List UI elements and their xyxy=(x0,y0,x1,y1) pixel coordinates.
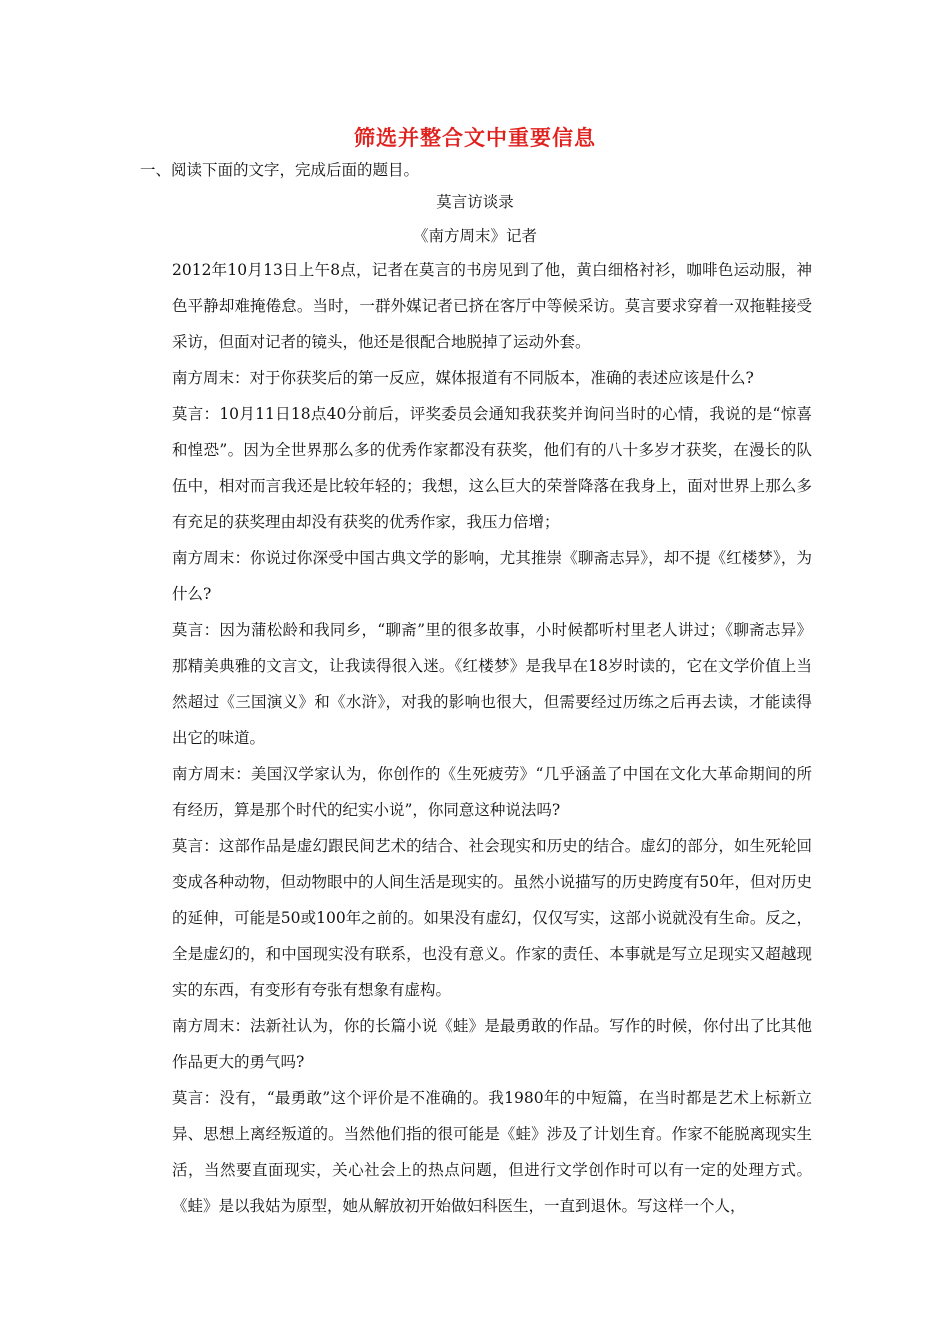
answer-paragraph: 莫言：没有，“最勇敢”这个评价是不准确的。我1980年的中短篇，在当时都是艺术上标新立异、思想上离经叛道的。当然他们指的很可能是《蛙》涉及了计划生育。作家不能脱离现实生活，当然要直面现实，关心社会上的热点问题，但进行文学创作时可以有一定的处理方式。《蛙》是以我姑为原型，她从解放初开始做妇科医生，一直到退休。写这样一个人， xyxy=(172,1089,812,1215)
section-heading: 一、阅读下面的文字，完成后面的题目。 xyxy=(140,161,420,179)
answer-paragraph: 莫言：这部作品是虚幻跟民间艺术的结合、社会现实和历史的结合。虚幻的部分，如生死轮回变成各种动物，但动物眼中的人间生活是现实的。虽然小说描写的历史跨度有50年，但对历史的延伸，可能是50或100年之前的。如果没有虚幻，仅仅写实，这部小说就没有生命。反之，全是虚幻的，和中国现实没有联系，也没有意义。作家的责任、本事就是写立足现实又超越现实的东西，有变形有夸张有想象有虚构。 xyxy=(172,837,812,999)
answer-paragraph: 莫言：10月11日18点40分前后，评奖委员会通知我获奖并询问当时的心情，我说的是“惊喜和惶恐”。因为全世界那么多的优秀作家都没有获奖，他们有的八十多岁才获奖，在漫长的队伍中，相对而言我还是比较年轻的；我想，这么巨大的荣誉降落在我身上，面对世界上那么多有充足的获奖理由却没有获奖的优秀作家，我压力倍增； xyxy=(172,405,812,531)
answer-paragraph: 莫言：因为蒲松龄和我同乡，“聊斋”里的很多故事，小时候都听村里老人讲过；《聊斋志异》那精美典雅的文言文，让我读得很入迷。《红楼梦》是我早在18岁时读的，它在文学价值上当然超过《三国演义》和《水浒》，对我的影响也很大，但需要经过历练之后再去读，才能读得出它的味道。 xyxy=(172,621,812,747)
article-byline: 《南方周末》记者 xyxy=(412,227,537,245)
question-paragraph: 南方周末：法新社认为，你的长篇小说《蛙》是最勇敢的作品。写作的时候，你付出了比其他作品更大的勇气吗? xyxy=(172,1017,812,1071)
question-paragraph: 南方周末：对于你获奖后的第一反应，媒体报道有不同版本，准确的表述应该是什么? xyxy=(172,369,754,387)
question-paragraph: 南方周末：你说过你深受中国古典文学的影响，尤其推崇《聊斋志异》，却不提《红楼梦》，为什么? xyxy=(172,549,812,603)
document-title: 筛选并整合文中重要信息 xyxy=(354,125,596,150)
intro-paragraph: 2012年10月13日上午8点，记者在莫言的书房见到了他，黄白细格衬衫，咖啡色运动服，神色平静却难掩倦怠。当时，一群外媒记者已挤在客厅中等候采访。莫言要求穿着一双拖鞋接受采访，但面对记者的镜头，他还是很配合地脱掉了运动外套。 xyxy=(172,261,812,351)
article-title: 莫言访谈录 xyxy=(436,193,514,211)
question-paragraph: 南方周末：美国汉学家认为，你创作的《生死疲劳》“几乎涵盖了中国在文化大革命期间的所有经历，算是那个时代的纪实小说”，你同意这种说法吗? xyxy=(172,765,812,819)
article-body xyxy=(172,252,812,1224)
